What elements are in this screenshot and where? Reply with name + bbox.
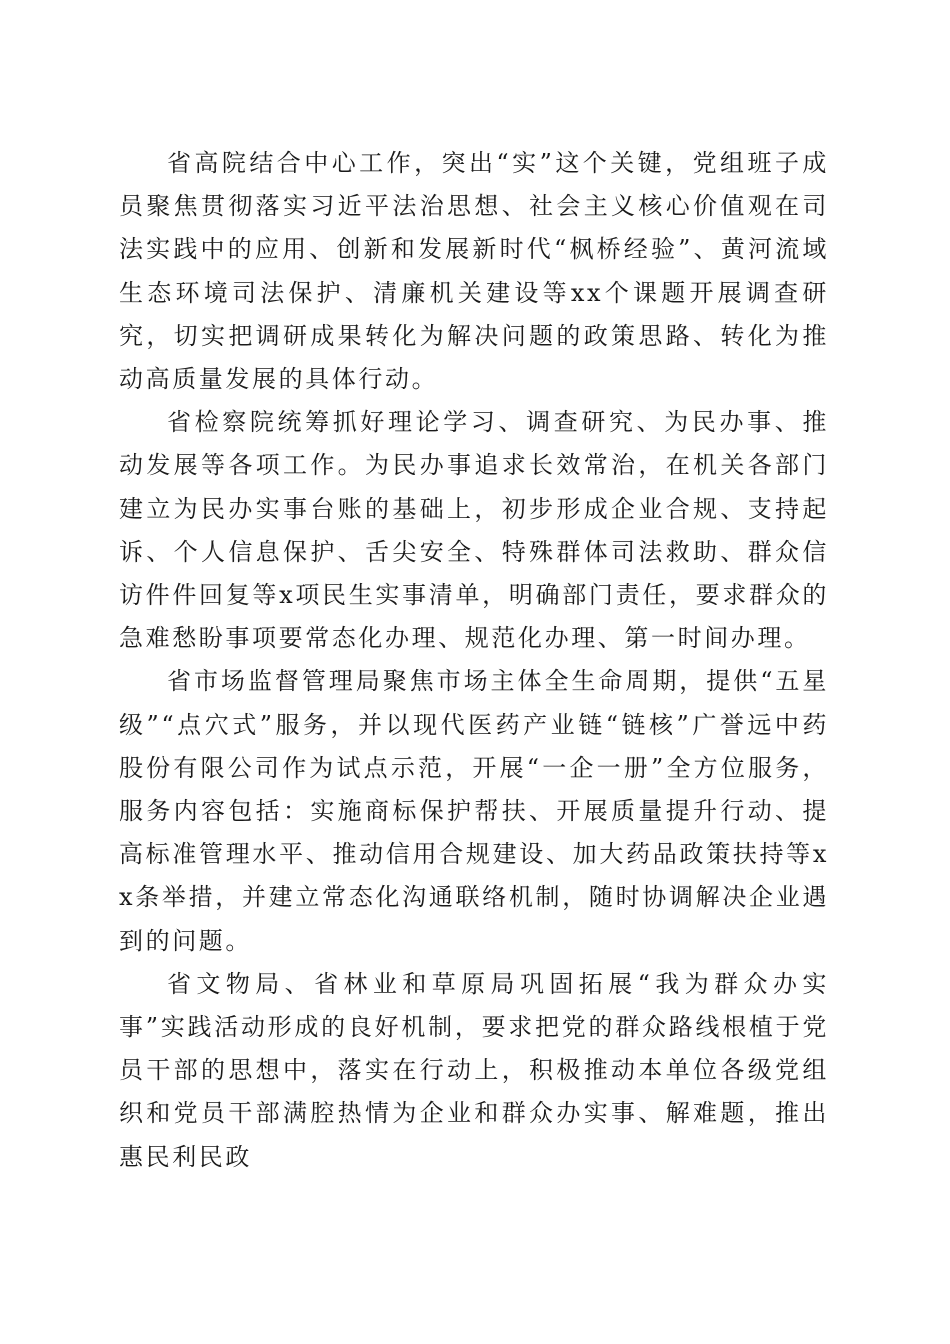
paragraph-provincial-high-court: 省高院结合中心工作，突出“实”这个关键，党组班子成员聚焦贯彻落实习近平法治思想、社会主义核心价值观在司法实践中的应用、创新和发展新时代“枫桥经验”、黄河流域生态环境司法保护、清廉机关建设等xx个课题开展调查研究，切实把调研成果转化为解决问题的政策思路、转化为推动高质量发展的具体行动。 [119, 149, 829, 394]
paragraph-provincial-procuratorate: 省检察院统筹抓好理论学习、调查研究、为民办事、推动发展等各项工作。为民办事追求长效常治，在机关各部门建立为民办实事台账的基础上，初步形成企业合规、支持起诉、个人信息保护、舌尖安全、特殊群体司法救助、群众信访件件回复等x项民生实事清单，明确部门责任，要求群众的急难愁盼事项要常态化办理、规范化办理、第一时间办理。 [119, 408, 829, 653]
paragraph-cultural-relics-forestry-bureau: 省文物局、省林业和草原局巩固拓展“我为群众办实事”实践活动形成的良好机制，要求把党的群众路线根植于党员干部的思想中，落实在行动上，积极推动本单位各级党组织和党员干部满腔热情为企业和群众办实事、解难题，推出惠民利民政 [119, 969, 829, 1171]
document-body [119, 142, 829, 1179]
paragraph-market-supervision-bureau: 省市场监督管理局聚焦市场主体全生命周期，提供“五星级”“点穴式”服务，并以现代医药产业链“链核”广誉远中药股份有限公司作为试点示范，开展“一企一册”全方位服务，服务内容包括：实施商标保护帮扶、开展质量提升行动、提高标准管理水平、推动信用合规建设、加大药品政策扶持等xx条举措，并建立常态化沟通联络机制，随时协调解决企业遇到的问题。 [119, 667, 829, 955]
